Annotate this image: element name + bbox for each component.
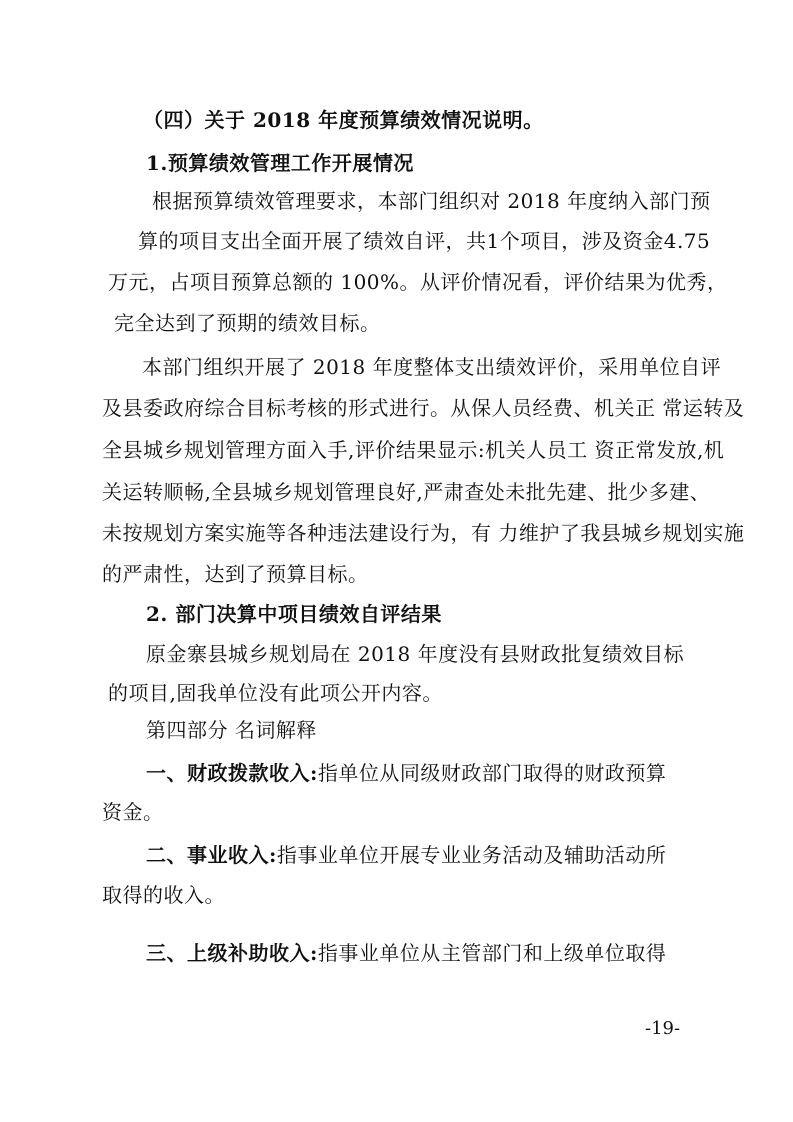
term-definition-continuation: 取得的收入。 — [102, 883, 225, 907]
term-definition: 指事业单位开展专业业务活动及辅助活动所 — [276, 843, 667, 867]
paragraph-line: 的严肃性，达到了预算目标。 — [102, 562, 369, 586]
term-label: 三、上级补助收入: — [146, 941, 318, 965]
page-number: -19- — [645, 1018, 681, 1039]
term-definition: 指事业单位从主管部门和上级单位取得 — [317, 941, 667, 965]
term-definition: 指单位从同级财政部门取得的财政预算 — [317, 761, 667, 785]
paragraph-line: 未按规划方案实施等各种违法建设行为，有 力维护了我县城乡规划实施 — [102, 521, 745, 545]
paragraph-line: 本部门组织开展了 2018 年度整体支出绩效评价，采用单位自评 — [142, 355, 722, 379]
paragraph-line: 关运转顺畅,全县城乡规划管理良好,严肃查处未批先建、批少多建、 — [102, 480, 711, 504]
paragraph-line: 的项目,固我单位没有此项公开内容。 — [108, 681, 443, 705]
term-entry — [146, 761, 666, 785]
term-label: 二、事业收入: — [146, 843, 277, 867]
term-label: 一、财政拨款收入: — [146, 761, 318, 785]
part-four-heading: 第四部分 名词解释 — [146, 718, 317, 742]
paragraph-line: 原金寨县城乡规划局在 2018 年度没有县财政批复绩效目标 — [146, 642, 685, 666]
subsection-2-heading: 2. 部门决算中项目绩效自评结果 — [146, 602, 442, 626]
paragraph-line: 根据预算绩效管理要求，本部门组织对 2018 年度纳入部门预 — [152, 189, 711, 213]
paragraph-line: 及县委政府综合目标考核的形式进行。从保人员经费、机关正 常运转及 — [102, 396, 745, 420]
paragraph-line: 万元，占项目预算总额的 100%。从评价情况看，评价结果为优秀， — [108, 270, 728, 294]
section-four-heading: （四）关于 2018 年度预算绩效情况说明。 — [143, 108, 544, 132]
paragraph-line: 算的项目支出全面开展了绩效自评，共1个项目，涉及资金4.75 — [138, 229, 711, 253]
term-definition-continuation: 资金。 — [102, 800, 164, 824]
subsection-1-heading: 1.预算绩效管理工作开展情况 — [146, 151, 414, 175]
term-entry — [146, 843, 666, 867]
paragraph-line: 全县城乡规划管理方面入手,评价结果显示:机关人员工 资正常发放,机 — [102, 438, 725, 462]
term-entry — [146, 941, 666, 965]
paragraph-line: 完全达到了预期的绩效目标。 — [114, 311, 381, 335]
